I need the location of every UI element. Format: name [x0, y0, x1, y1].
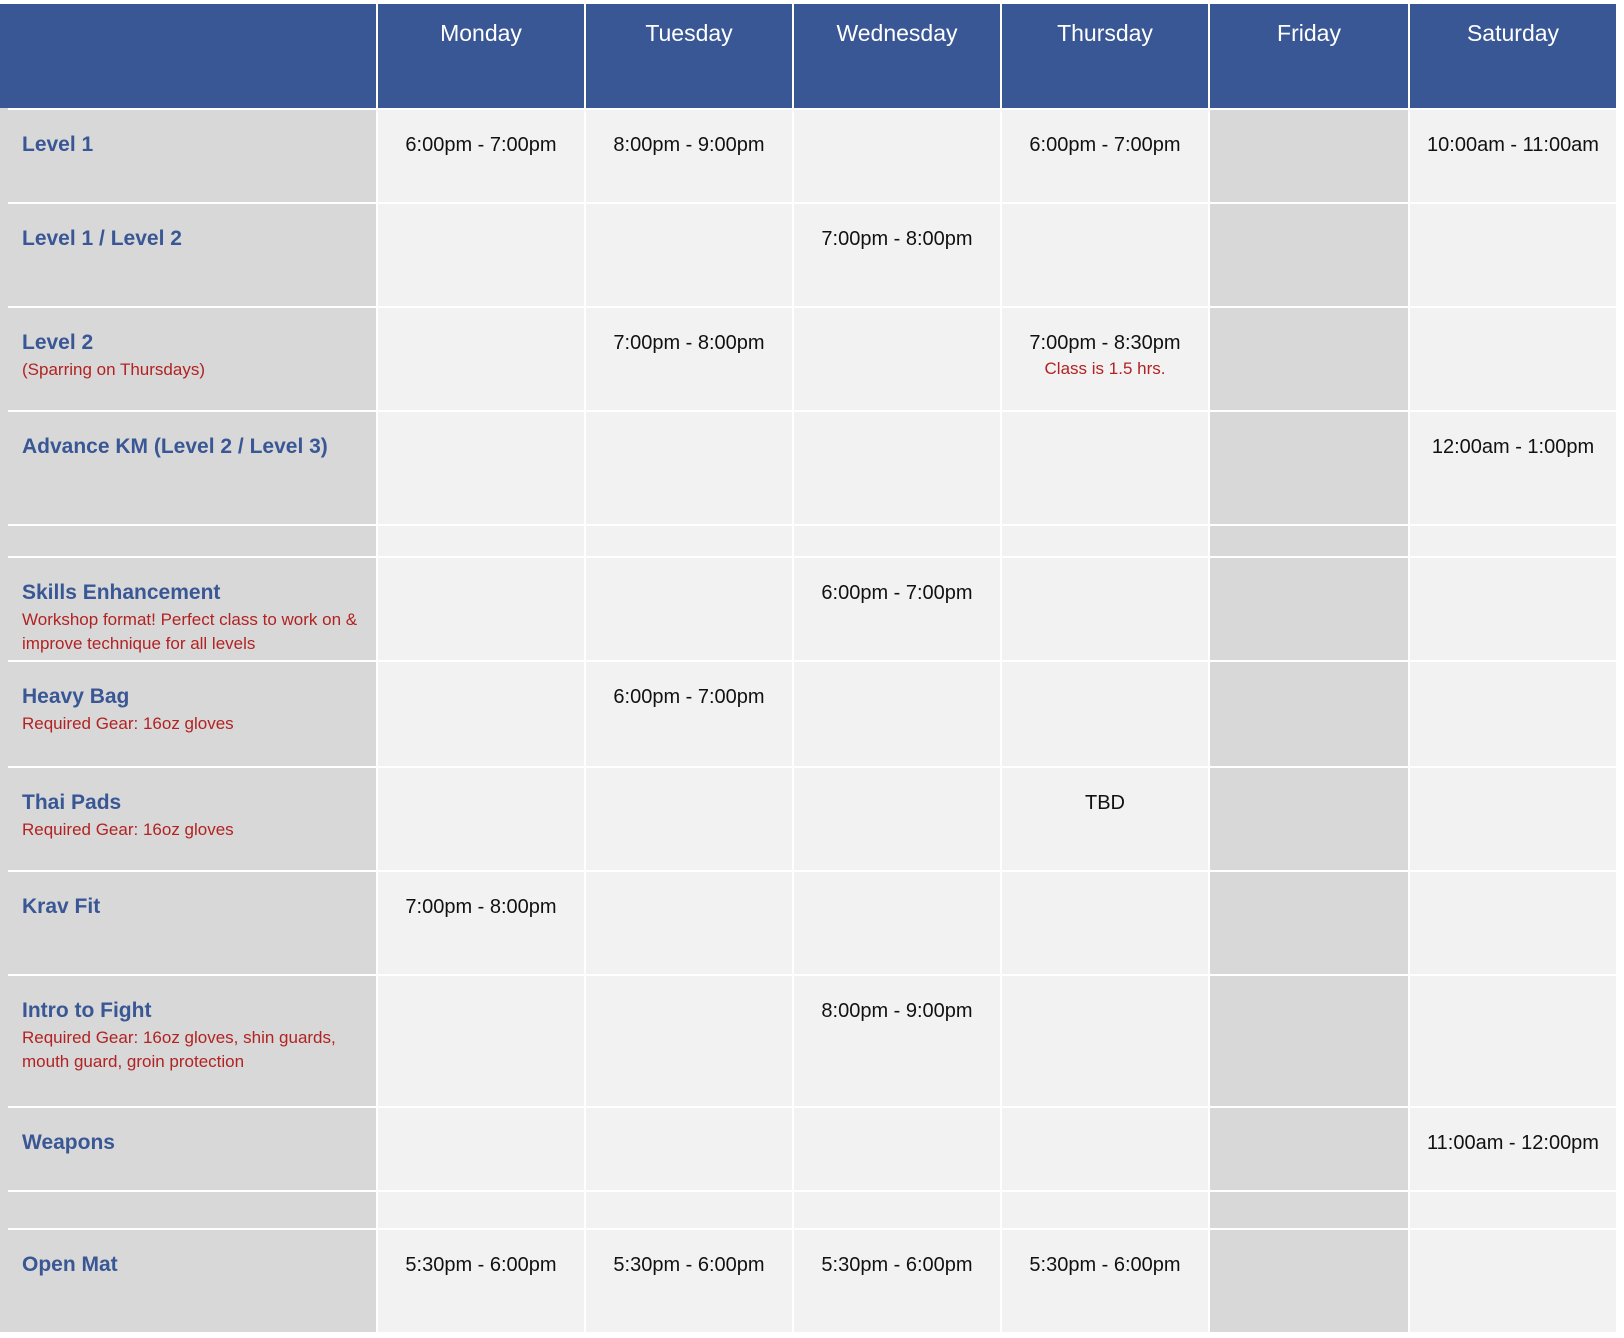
- row-edge: [0, 1106, 8, 1190]
- class-note: Workshop format! Perfect class to work on & improve technique for all levels: [22, 610, 358, 653]
- schedule-cell-thursday: [1000, 524, 1208, 556]
- schedule-cell-monday: [376, 1106, 584, 1190]
- row-edge: [0, 766, 8, 870]
- schedule-cell-tuesday: [584, 524, 792, 556]
- schedule-cell-thursday: [1000, 202, 1208, 306]
- schedule-cell-thursday: [1000, 870, 1208, 974]
- schedule-cell-friday: [1208, 1228, 1408, 1332]
- schedule-cell-monday: [376, 556, 584, 660]
- schedule-cell-friday: [1208, 306, 1408, 410]
- class-time: 7:00pm - 8:00pm: [405, 896, 557, 918]
- schedule-cell-friday: [1208, 660, 1408, 766]
- class-label: [8, 974, 376, 1106]
- schedule-cell-friday: [1208, 1190, 1408, 1228]
- class-time: 10:00am - 11:00am: [1427, 134, 1599, 156]
- class-label: [8, 870, 376, 974]
- schedule-cell-tuesday: [584, 556, 792, 660]
- day-header-monday: Monday: [376, 4, 584, 108]
- class-label: [8, 1190, 376, 1228]
- schedule-cell-friday: [1208, 766, 1408, 870]
- class-time: 5:30pm - 6:00pm: [821, 1254, 973, 1276]
- schedule-cell-thursday: [1000, 974, 1208, 1106]
- row-edge: [0, 1190, 8, 1228]
- schedule-cell-saturday: [1408, 108, 1616, 202]
- schedule-cell-wednesday: [792, 108, 1000, 202]
- class-name: Thai Pads: [22, 791, 122, 814]
- schedule-cell-tuesday: [584, 410, 792, 524]
- class-label: [8, 766, 376, 870]
- schedule-cell-monday: [376, 108, 584, 202]
- class-note: (Sparring on Thursdays): [22, 360, 205, 379]
- class-time: 6:00pm - 7:00pm: [613, 686, 765, 708]
- class-label: [8, 556, 376, 660]
- schedule-cell-wednesday: [792, 974, 1000, 1106]
- schedule-cell-thursday: [1000, 1190, 1208, 1228]
- schedule-cell-wednesday: [792, 870, 1000, 974]
- schedule-cell-thursday: [1000, 410, 1208, 524]
- schedule-cell-monday: [376, 410, 584, 524]
- schedule-cell-saturday: [1408, 1106, 1616, 1190]
- class-time: 5:30pm - 6:00pm: [405, 1254, 557, 1276]
- schedule-cell-tuesday: [584, 202, 792, 306]
- schedule-cell-friday: [1208, 202, 1408, 306]
- class-time-note: Class is 1.5 hrs.: [1044, 359, 1166, 378]
- row-edge: [0, 1228, 8, 1332]
- class-time: 12:00am - 1:00pm: [1431, 436, 1595, 458]
- row-edge: [0, 556, 8, 660]
- schedule-cell-friday: [1208, 556, 1408, 660]
- class-name: Heavy Bag: [22, 685, 130, 708]
- schedule-cell-tuesday: [584, 306, 792, 410]
- schedule-cell-tuesday: [584, 974, 792, 1106]
- row-edge: [0, 660, 8, 766]
- schedule-cell-thursday: [1000, 660, 1208, 766]
- schedule-cell-monday: [376, 524, 584, 556]
- schedule-cell-wednesday: [792, 660, 1000, 766]
- class-name: Level 2: [22, 331, 94, 354]
- class-time: 6:00pm - 7:00pm: [405, 134, 557, 156]
- schedule-cell-tuesday: [584, 1228, 792, 1332]
- schedule-cell-friday: [1208, 524, 1408, 556]
- class-time: 8:00pm - 9:00pm: [821, 1000, 973, 1022]
- schedule-cell-wednesday: [792, 1190, 1000, 1228]
- class-time: 7:00pm - 8:00pm: [821, 228, 973, 250]
- class-name: Intro to Fight: [22, 999, 152, 1022]
- schedule-cell-wednesday: [792, 556, 1000, 660]
- class-time: 7:00pm - 8:00pm: [613, 332, 765, 354]
- schedule-cell-monday: [376, 870, 584, 974]
- class-time: TBD: [1085, 792, 1125, 814]
- schedule-cell-saturday: [1408, 660, 1616, 766]
- class-name: Skills Enhancement: [22, 581, 221, 604]
- day-header-saturday: Saturday: [1408, 4, 1616, 108]
- header-spacer: [0, 4, 8, 108]
- schedule-cell-monday: [376, 202, 584, 306]
- schedule-cell-saturday: [1408, 556, 1616, 660]
- class-name: Advance KM (Level 2 / Level 3): [22, 435, 328, 458]
- class-time: 8:00pm - 9:00pm: [613, 134, 765, 156]
- schedule-cell-monday: [376, 766, 584, 870]
- class-label: [8, 660, 376, 766]
- row-edge: [0, 410, 8, 524]
- schedule-cell-monday: [376, 1190, 584, 1228]
- schedule-cell-saturday: [1408, 1190, 1616, 1228]
- schedule-cell-monday: [376, 1228, 584, 1332]
- row-edge: [0, 306, 8, 410]
- class-note: Required Gear: 16oz gloves, shin guards, mouth guard, groin protection: [22, 1028, 336, 1071]
- class-label: [8, 202, 376, 306]
- schedule-cell-thursday: [1000, 306, 1208, 410]
- class-time: 6:00pm - 7:00pm: [1029, 134, 1181, 156]
- schedule-cell-friday: [1208, 974, 1408, 1106]
- class-note: Required Gear: 16oz gloves: [22, 714, 234, 733]
- schedule-cell-thursday: [1000, 556, 1208, 660]
- schedule-cell-tuesday: [584, 1190, 792, 1228]
- schedule-cell-saturday: [1408, 766, 1616, 870]
- schedule-cell-saturday: [1408, 1228, 1616, 1332]
- class-note: Required Gear: 16oz gloves: [22, 820, 234, 839]
- class-label: [8, 306, 376, 410]
- class-label: [8, 1106, 376, 1190]
- class-label: [8, 108, 376, 202]
- class-time: 5:30pm - 6:00pm: [1029, 1254, 1181, 1276]
- schedule-cell-saturday: [1408, 870, 1616, 974]
- day-header-thursday: Thursday: [1000, 4, 1208, 108]
- schedule-cell-monday: [376, 660, 584, 766]
- class-time: 6:00pm - 7:00pm: [821, 582, 973, 604]
- schedule-cell-wednesday: [792, 524, 1000, 556]
- schedule-cell-friday: [1208, 870, 1408, 974]
- class-name: Level 1 / Level 2: [22, 227, 182, 250]
- row-edge: [0, 974, 8, 1106]
- schedule-cell-wednesday: [792, 1106, 1000, 1190]
- row-edge: [0, 202, 8, 306]
- schedule-cell-thursday: [1000, 108, 1208, 202]
- class-time: 5:30pm - 6:00pm: [613, 1254, 765, 1276]
- schedule-cell-wednesday: [792, 202, 1000, 306]
- schedule-cell-thursday: [1000, 1106, 1208, 1190]
- schedule-cell-saturday: [1408, 524, 1616, 556]
- schedule-cell-tuesday: [584, 1106, 792, 1190]
- header-corner-cell: [8, 4, 376, 108]
- schedule-cell-friday: [1208, 1106, 1408, 1190]
- row-edge: [0, 524, 8, 556]
- schedule-cell-friday: [1208, 410, 1408, 524]
- day-header-tuesday: Tuesday: [584, 4, 792, 108]
- class-time: 11:00am - 12:00pm: [1427, 1132, 1599, 1154]
- schedule-cell-tuesday: [584, 660, 792, 766]
- schedule-cell-wednesday: [792, 410, 1000, 524]
- schedule-cell-tuesday: [584, 108, 792, 202]
- schedule-cell-saturday: [1408, 974, 1616, 1106]
- class-name: Level 1: [22, 133, 94, 156]
- day-header-wednesday: Wednesday: [792, 4, 1000, 108]
- day-header-friday: Friday: [1208, 4, 1408, 108]
- class-name: Weapons: [22, 1131, 115, 1154]
- class-label: [8, 410, 376, 524]
- schedule-cell-wednesday: [792, 766, 1000, 870]
- class-time: 7:00pm - 8:30pm: [1029, 332, 1181, 354]
- schedule-cell-monday: [376, 974, 584, 1106]
- schedule-cell-friday: [1208, 108, 1408, 202]
- schedule-cell-wednesday: [792, 306, 1000, 410]
- row-edge: [0, 870, 8, 974]
- class-label: [8, 524, 376, 556]
- schedule-cell-thursday: [1000, 766, 1208, 870]
- schedule-cell-monday: [376, 306, 584, 410]
- schedule-cell-tuesday: [584, 766, 792, 870]
- row-edge: [0, 108, 8, 202]
- schedule-cell-tuesday: [584, 870, 792, 974]
- schedule-cell-wednesday: [792, 1228, 1000, 1332]
- schedule-cell-saturday: [1408, 202, 1616, 306]
- schedule-cell-saturday: [1408, 410, 1616, 524]
- schedule-cell-saturday: [1408, 306, 1616, 410]
- class-name: Krav Fit: [22, 895, 101, 918]
- class-name: Open Mat: [22, 1253, 118, 1276]
- class-label: [8, 1228, 376, 1332]
- schedule-cell-thursday: [1000, 1228, 1208, 1332]
